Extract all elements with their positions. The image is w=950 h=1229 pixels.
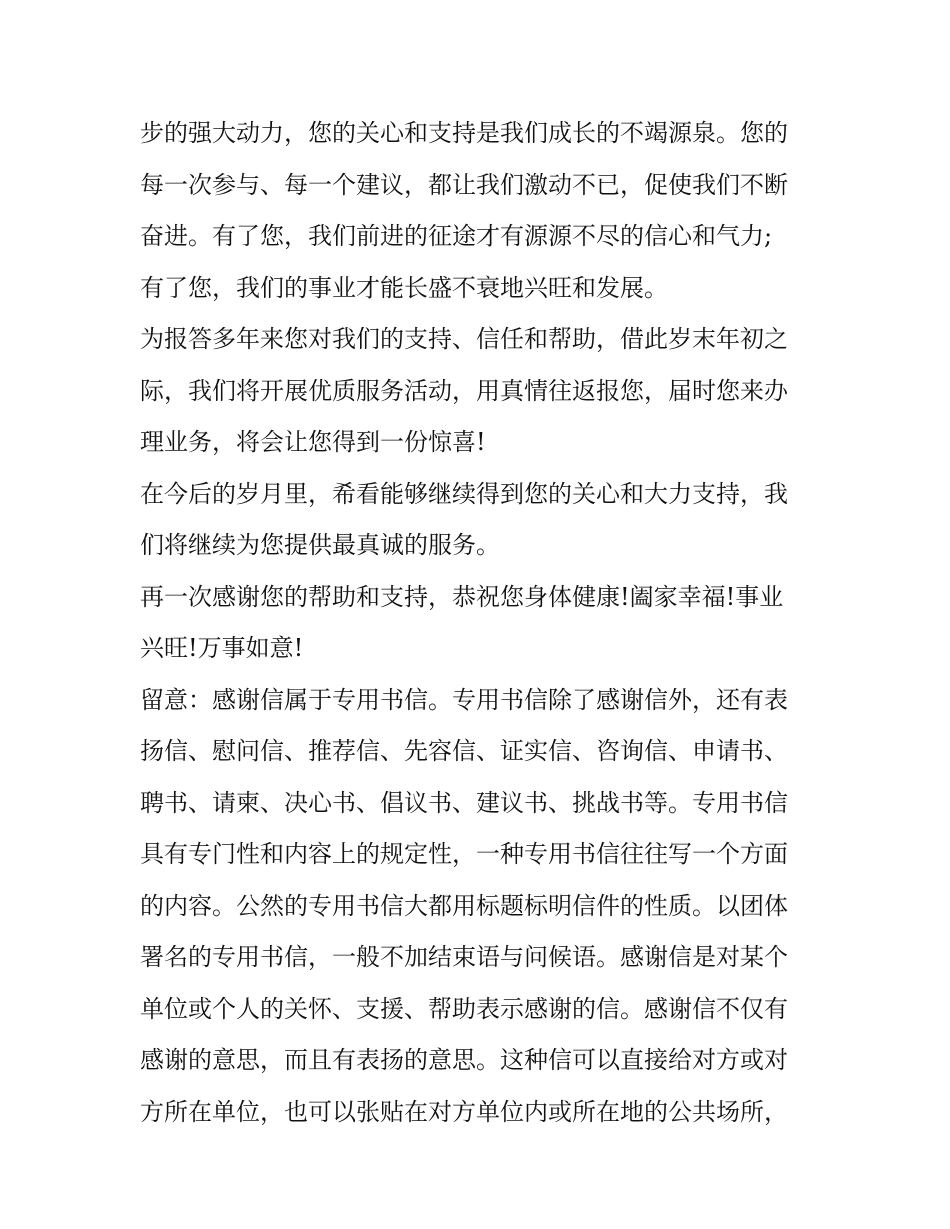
text-line: 奋进。有了您，我们前进的征途才有源源不尽的信心和气力; — [140, 222, 773, 250]
text-line: 际，我们将开展优质服务活动，用真情往返报您，届时您来办 — [140, 376, 788, 405]
text-line: 署名的专用书信，一般不加结束语与问候语。感谢信是对某个 — [140, 943, 788, 971]
text-line: 有了您，我们的事业才能长盛不衰地兴旺和发展。 — [140, 273, 668, 302]
text-line: 方所在单位，也可以张贴在对方单位内或所在地的公共场所， — [140, 1097, 788, 1126]
text-line: 每一次参与、每一个建议，都让我们激动不已，促使我们不断 — [140, 170, 788, 199]
text-line: 感谢的意思，而且有表扬的意思。这种信可以直接给对方或对 — [140, 1046, 788, 1074]
document-body — [140, 108, 820, 1138]
text-line: 再一次感谢您的帮助和支持，恭祝您身体健康!阖家幸福!事业 — [140, 582, 784, 611]
text-line: 们将继续为您提供最真诚的服务。 — [140, 531, 500, 559]
text-line: 具有专门性和内容上的规定性，一种专用书信往往写一个方面 — [140, 840, 788, 868]
text-line: 单位或个人的关怀、支援、帮助表示感谢的信。感谢信不仅有 — [140, 994, 788, 1023]
text-line: 在今后的岁月里，希看能够继续得到您的关心和大力支持，我 — [140, 479, 788, 508]
text-line: 理业务，将会让您得到一份惊喜! — [140, 428, 486, 456]
text-line: 扬信、慰问信、推荐信、先容信、证实信、咨询信、申请书、 — [140, 737, 788, 765]
text-line: 留意：感谢信属于专用书信。专用书信除了感谢信外，还有表 — [140, 685, 788, 714]
text-line: 为报答多年来您对我们的支持、信任和帮助，借此岁末年初之 — [140, 325, 788, 353]
text-line: 的内容。公然的专用书信大都用标题标明信件的性质。以团体 — [140, 891, 788, 920]
text-line: 步的强大动力，您的关心和支持是我们成长的不竭源泉。您的 — [140, 119, 788, 147]
text-line: 聘书、请柬、决心书、倡议书、建议书、挑战书等。专用书信 — [140, 788, 788, 817]
text-line: 兴旺!万事如意! — [140, 634, 304, 662]
